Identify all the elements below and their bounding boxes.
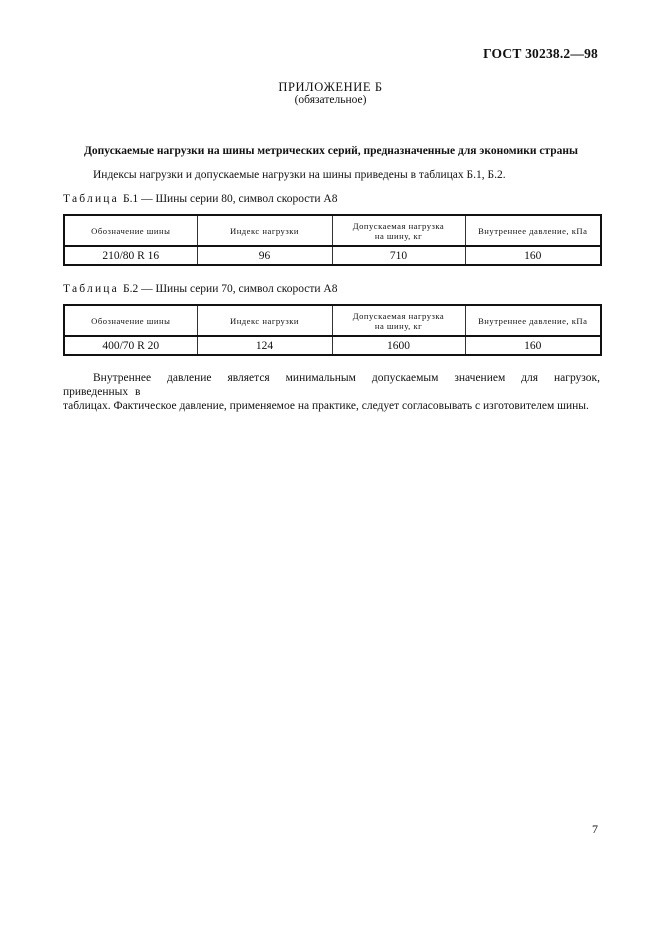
appendix-subtitle: (обязательное) xyxy=(294,94,367,106)
document-code: ГОСТ 30238.2—98 xyxy=(483,46,598,61)
column-header-load-index: Индекс нагрузки xyxy=(197,215,332,246)
table-caption-word: Таблица xyxy=(63,283,119,295)
cell-permissible-load: 710 xyxy=(332,246,465,265)
closing-line-2: таблицах. Фактическое давление, применяемое на практике, следует согласовывать с изготовителем шины. xyxy=(63,400,589,412)
column-header-line: Допускаемая нагрузка xyxy=(352,310,445,321)
appendix-title: ПРИЛОЖЕНИЕ Б xyxy=(278,80,383,94)
closing-paragraph xyxy=(63,371,600,413)
table-b2 xyxy=(63,304,602,356)
cell-inflation-pressure: 160 xyxy=(465,336,601,355)
column-header-line: Допускаемая нагрузка xyxy=(352,220,445,231)
column-header-line: на шину, кг xyxy=(374,320,423,331)
cell-tire-designation: 400/70 R 20 xyxy=(64,336,197,355)
column-header-tire-designation: Обозначение шины xyxy=(64,215,197,246)
table-caption-word: Таблица xyxy=(63,193,119,205)
table-header-row xyxy=(64,215,601,246)
column-header-inflation-pressure: Внутреннее давление, кПа xyxy=(465,215,601,246)
closing-line-1: Внутреннее давление является минимальным допускаемым значением для нагрузок, приведенных в xyxy=(63,372,600,398)
cell-load-index: 96 xyxy=(197,246,332,265)
cell-tire-designation: 210/80 R 16 xyxy=(64,246,197,265)
cell-permissible-load: 1600 xyxy=(332,336,465,355)
cell-inflation-pressure: 160 xyxy=(465,246,601,265)
table-header-row xyxy=(64,305,601,336)
section-heading: Допускаемые нагрузки на шины метрических серий, предназначенные для экономики страны xyxy=(84,145,578,157)
column-header-inflation-pressure: Внутреннее давление, кПа xyxy=(465,305,601,336)
column-header-line: на шину, кг xyxy=(374,230,423,241)
table-row xyxy=(64,336,601,355)
column-header-permissible-load xyxy=(332,305,465,336)
intro-paragraph: Индексы нагрузки и допускаемые нагрузки на шины приведены в таблицах Б.1, Б.2. xyxy=(93,169,506,181)
column-header-permissible-load xyxy=(332,215,465,246)
table-row xyxy=(64,246,601,265)
table-caption-b1 xyxy=(63,193,337,205)
table-caption-text: Б.2 — Шины серии 70, символ скорости А8 xyxy=(122,283,338,295)
table-caption-b2 xyxy=(63,283,337,295)
column-header-tire-designation: Обозначение шины xyxy=(64,305,197,336)
page-number: 7 xyxy=(592,822,598,836)
table-b1 xyxy=(63,214,602,266)
column-header-load-index: Индекс нагрузки xyxy=(197,305,332,336)
cell-load-index: 124 xyxy=(197,336,332,355)
table-caption-text: Б.1 — Шины серии 80, символ скорости А8 xyxy=(122,193,338,205)
